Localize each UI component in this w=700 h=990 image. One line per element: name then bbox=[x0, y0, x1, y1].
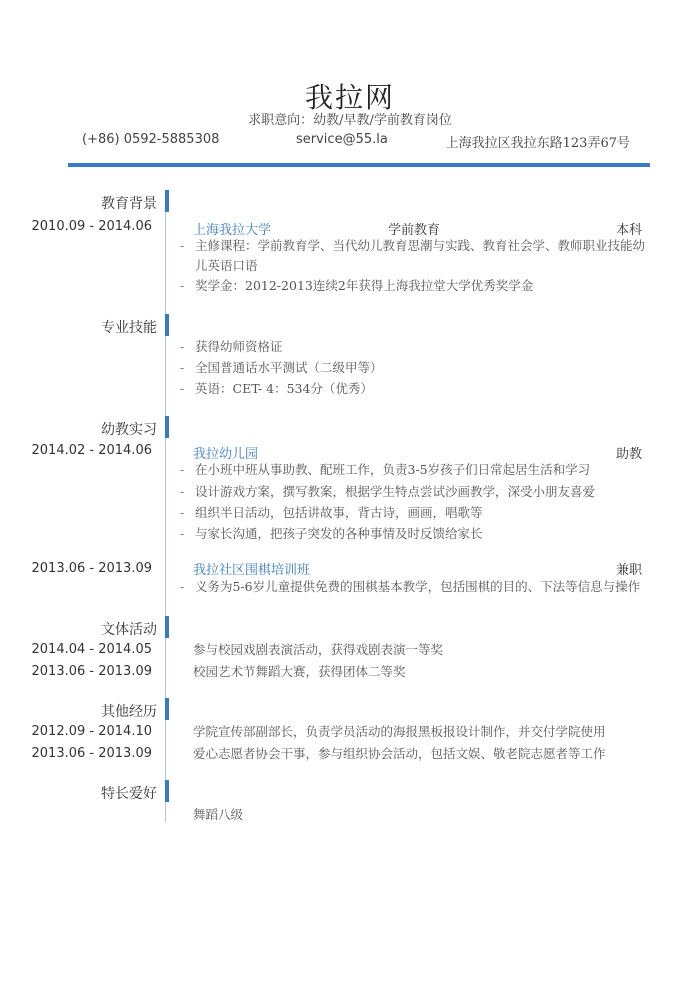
list-item: - 英语：CET- 4：534分（优秀） bbox=[180, 379, 645, 399]
section-title-internship: 幼教实习 bbox=[101, 422, 157, 438]
list-item: - 奖学金：2012-2013连续2年获得上海我拉堂大学优秀奖学金 bbox=[180, 276, 645, 296]
experience-text: 学院宣传部副部长，负责学员活动的海报黑板报设计制作，并交付学院使用 bbox=[193, 724, 606, 739]
home-address: 上海我拉区我拉东路123弄67号 bbox=[445, 136, 630, 151]
education-date: 2010.09 - 2014.06 bbox=[31, 219, 152, 234]
bullet-dash: - bbox=[180, 339, 185, 354]
list-item: - 组织半日活动，包括讲故事，背古诗，画画，唱歌等 bbox=[180, 503, 645, 523]
bullet-dash: - bbox=[180, 238, 185, 253]
bullet-dash: - bbox=[180, 484, 185, 499]
education-major: 学前教育 bbox=[388, 223, 441, 238]
job-org: 我拉幼儿园 bbox=[193, 447, 259, 462]
activity-date: 2014.04 - 2014.05 bbox=[31, 642, 152, 657]
section-title-education: 教育背景 bbox=[101, 196, 157, 212]
job-role: 兼职 bbox=[615, 563, 642, 578]
hobby-text: 舞蹈八级 bbox=[193, 807, 244, 822]
bullet-dash: - bbox=[180, 579, 185, 594]
email-address: service@55.la bbox=[296, 132, 388, 147]
header-divider bbox=[68, 163, 650, 167]
bullet-dash: - bbox=[180, 381, 185, 396]
job-date: 2014.02 - 2014.06 bbox=[31, 443, 152, 458]
experience-text: 爱心志愿者协会干事，参与组织协会活动，包括文娱、敬老院志愿者等工作 bbox=[193, 746, 606, 761]
bullet-dash: - bbox=[180, 526, 185, 541]
section-title-skills: 专业技能 bbox=[101, 320, 157, 336]
activity-text: 参与校园戏剧表演活动，获得戏剧表演一等奖 bbox=[193, 642, 444, 657]
list-item: - 与家长沟通，把孩子突发的各种事情及时反馈给家长 bbox=[180, 524, 645, 544]
timeline-line bbox=[165, 190, 166, 822]
bullet-dash: - bbox=[180, 278, 185, 293]
list-item: - 主修课程：学前教育学、当代幼儿教育思潮与实践、教育社会学、教师职业技能幼儿英语口语 bbox=[180, 238, 646, 273]
section-marker bbox=[165, 780, 169, 802]
section-marker bbox=[165, 698, 169, 720]
bullet-dash: - bbox=[180, 462, 185, 477]
list-item: - 设计游戏方案，撰写教案，根据学生特点尝试沙画教学，深受小朋友喜爱 bbox=[180, 482, 645, 502]
experience-date: 2012.09 - 2014.10 bbox=[31, 724, 152, 739]
education-school: 上海我拉大学 bbox=[193, 223, 272, 238]
section-marker bbox=[165, 616, 169, 638]
section-title-hobbies: 特长爱好 bbox=[101, 786, 157, 802]
section-marker bbox=[165, 190, 169, 212]
activity-text: 校园艺术节舞蹈大赛，获得团体二等奖 bbox=[193, 664, 406, 679]
job-role: 助教 bbox=[615, 447, 642, 462]
job-org: 我拉社区围棋培训班 bbox=[193, 563, 311, 578]
job-date: 2013.06 - 2013.09 bbox=[31, 561, 152, 576]
experience-date: 2013.06 - 2013.09 bbox=[31, 746, 152, 761]
list-item: - 在小班中班从事助教、配班工作，负责3-5岁孩子们日常起居生活和学习 bbox=[180, 460, 645, 480]
section-marker bbox=[165, 416, 169, 438]
section-marker bbox=[165, 314, 169, 336]
education-degree: 本科 bbox=[615, 223, 642, 238]
list-item: - 全国普通话水平测试（二级甲等） bbox=[180, 358, 645, 378]
resume-name: 我拉网 bbox=[304, 81, 395, 114]
list-item: - 义务为5-6岁儿童提供免费的围棋基本教学，包括围棋的目的、下法等信息与操作 bbox=[180, 577, 645, 597]
bullet-dash: - bbox=[180, 505, 185, 520]
section-title-activities: 文体活动 bbox=[101, 622, 157, 638]
activity-date: 2013.06 - 2013.09 bbox=[31, 664, 152, 679]
section-title-other: 其他经历 bbox=[101, 704, 157, 720]
list-item: - 获得幼师资格证 bbox=[180, 337, 645, 357]
bullet-dash: - bbox=[180, 360, 185, 375]
job-objective: 求职意向：幼教/早教/学前教育岗位 bbox=[248, 113, 452, 128]
phone-number: (+86) 0592-5885308 bbox=[82, 132, 220, 147]
